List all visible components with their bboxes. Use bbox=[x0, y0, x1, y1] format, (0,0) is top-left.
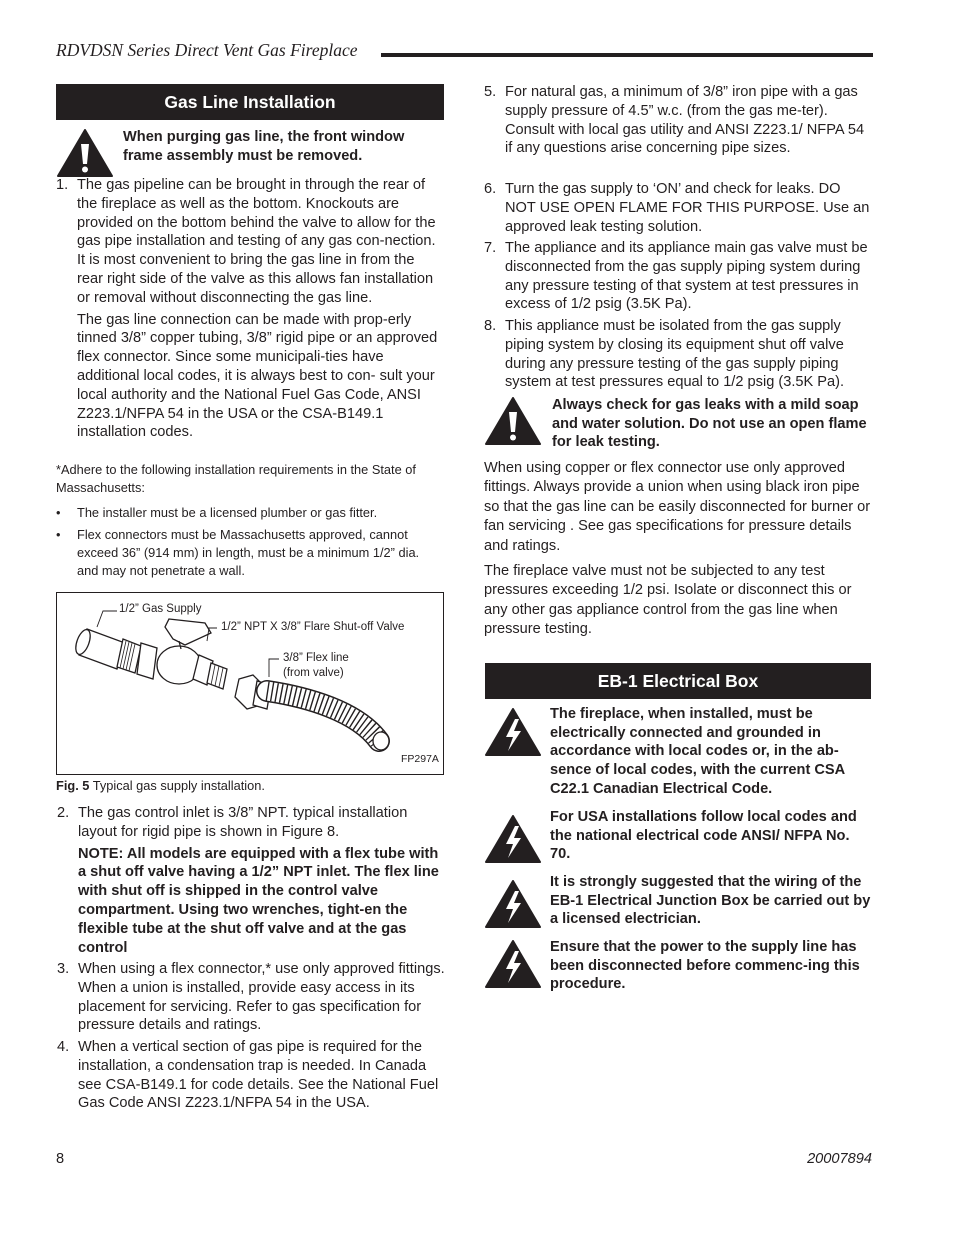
electrical-warning-text: For USA installations follow local codes and the national electrical code ANSI/ NFPA No. 70. bbox=[550, 809, 857, 863]
copper-flex-paragraph: When using copper or flex connector use only approved fittings. Always provide a union when using black iron pipe so that the gas line can be easily disconnected for burner or fan servicing . See gas specifications for pressure details and ratings. bbox=[484, 460, 871, 554]
list-item-2: 2. The gas control inlet is 3/8” NPT. typical installation layout for rigid pipe is shown in Figure 8. NOTE: All models are equipped with a flex tube with a shut off valve having a 1/2” NPT inlet. The flex line with shut off is shipped in the control valve compartment. Using two wrenches, tight-en the flexible tube at the shut off valve and at the gas control bbox=[57, 804, 445, 957]
electrical-hazard-icon bbox=[484, 939, 542, 989]
eb1-heading: EB-1 Electrical Box bbox=[485, 663, 871, 699]
gas-line-heading: Gas Line Installation bbox=[56, 84, 444, 120]
electrical-hazard-icon bbox=[484, 814, 542, 864]
label-flex-line: 3/8” Flex line bbox=[283, 652, 349, 664]
leak-check-warning bbox=[484, 396, 872, 452]
list-item-7: 7. The appliance and its appliance main gas valve must be disconnected from the gas supply piping system during any pressure testing of that system at test pressures in excess of 1/2 psig (3.5K Pa). bbox=[484, 240, 868, 313]
electrical-warning-text: Ensure that the power to the supply line has been disconnected before commenc-ing this procedure. bbox=[550, 939, 860, 993]
electrical-warning-text: The fireplace, when installed, must be electrically connected and grounded in accordance with local codes or, in the ab-sence of local codes, with the current CSA C22.1 Canadian Electrical Code. bbox=[550, 706, 845, 797]
label-shutoff-valve: 1/2” NPT X 3/8” Flare Shut-off Valve bbox=[221, 621, 405, 633]
warning-exclamation-icon bbox=[56, 128, 114, 178]
electrical-warning bbox=[484, 705, 872, 799]
item-1-paragraph-2: The gas line connection can be made with prop-erly tinned 3/8” copper tubing, 3/8” rigid pipe or an approved flex connector. Since some municipali-ties have additional local codes, it is always best to con- sult your local authority and the National Fuel Gas Code, ANSI Z223.1/NFPA 54 in the USA or the CSA-B149.1 installation codes. bbox=[77, 311, 438, 441]
figure-gas-supply bbox=[56, 592, 444, 775]
electrical-warning bbox=[484, 873, 872, 929]
list-item-6: 6. Turn the gas supply to ‘ON’ and check for leaks. DO NOT USE OPEN FLAME FOR THIS PURPOSE. Use an approved leak testing solution. bbox=[484, 181, 870, 235]
label-gas-supply: 1/2” Gas Supply bbox=[119, 603, 202, 615]
running-header: RDVDSN Series Direct Vent Gas Fireplace bbox=[56, 40, 358, 60]
list-item-5: 5. For natural gas, a minimum of 3/8” iron pipe with a gas supply pressure of 4.5” w.c. (from the gas me-ter). Consult with local gas utility and ANSI Z223.1/ NFPA 54 if any questions arise concerning pipe sizes. bbox=[484, 84, 865, 157]
purge-warning-text: When purging gas line, the front window frame assembly must be removed. bbox=[123, 129, 405, 164]
valve-pressure-paragraph: The fireplace valve must not be subjected to any test pressures exceeding 1/2 psi. Isolate or disconnect this or any other gas appliance control from the gas line when pressure testing. bbox=[484, 563, 852, 638]
item-1-paragraph-1: The gas pipeline can be brought in through the rear of the fireplace as well as the bottom. Knockouts are provided on the bottom behind the valve to allow for the gas pipe installation and testing of any gas con-nection. It is most convenient to bring the gas line in from the rear right side of the valve as this allows fan installation or removal without disconnecting the gas line. bbox=[77, 177, 436, 306]
label-flex-line-origin: (from valve) bbox=[283, 667, 344, 679]
list-item-8: 8. This appliance must be isolated from the gas supply piping system by closing its equipment shut off valve during any pressure testing of the gas supply piping system at test pressures equal to 1/2 psig (3.5K Pa). bbox=[484, 318, 845, 391]
electrical-hazard-icon bbox=[484, 707, 542, 757]
electrical-hazard-icon bbox=[484, 879, 542, 929]
figure-code: FP297A bbox=[401, 753, 439, 765]
bullet-item: • Flex connectors must be Massachusetts approved, cannot exceed 36” (914 mm) in length, must be a minimum 1/2” dia. and may not penetrate a wall. bbox=[56, 527, 420, 578]
electrical-warning-text: It is strongly suggested that the wiring of the EB-1 Electrical Junction Box be carried out by a licensed electrician. bbox=[550, 874, 871, 928]
list-item-3: 3. When using a flex connector,* use only approved fittings. When a union is installed, provide easy access in its placement for servicing. Refer to gas specification for pressure details and ratings. bbox=[57, 961, 445, 1034]
flex-tube-note: NOTE: All models are equipped with a flex tube with a shut off valve having a 1/2” NPT inlet. The flex line with shut off is shipped in the control valve compartment. Using two wrenches, tight-en the flexible tube at the shut off valve and at the gas control bbox=[78, 845, 439, 956]
bullet-item: • The installer must be a licensed plumber or gas fitter. bbox=[56, 505, 378, 520]
page-number: 8 bbox=[56, 1151, 65, 1167]
header-rule bbox=[381, 53, 873, 57]
electrical-warning bbox=[484, 938, 872, 994]
list-item-4: 4. When a vertical section of gas pipe is required for the installation, a condensation trap is needed. In Canada see CSA-B149.1 for code details. See the National Fuel Gas Code ANSI Z223.1/NFPA 54 in the USA. bbox=[57, 1039, 439, 1112]
massachusetts-note: *Adhere to the following installation requirements in the State of Massachusetts: bbox=[56, 462, 416, 495]
purge-warning bbox=[56, 128, 444, 178]
electrical-warning bbox=[484, 808, 872, 864]
figure-caption: Fig. 5 Typical gas supply installation. bbox=[56, 778, 265, 793]
leak-check-warning-text: Always check for gas leaks with a mild soap and water solution. Do not use an open flame for leak testing. bbox=[552, 397, 867, 451]
document-number: 20007894 bbox=[807, 1151, 872, 1167]
warning-exclamation-icon bbox=[484, 396, 542, 446]
list-item-1: 1. The gas pipeline can be brought in through the rear of the fireplace as well as the bottom. Knockouts are provided on the bottom behind the valve to allow for the gas pipe installation and testing of any gas con-nection. It is most convenient to bring the gas line in from the rear right side of the valve as this allows fan installation or removal without disconnecting the gas line. The gas line connection can be made with prop-erly tinned 3/8” copper tubing, 3/8” rigid pipe or an approved flex connector. Since some municipali-ties have additional local codes, it is always best to con- sult your local authority and the National Fuel Gas Code, ANSI Z223.1/NFPA 54 in the USA or the CSA-B149.1 installation codes. bbox=[56, 176, 444, 442]
